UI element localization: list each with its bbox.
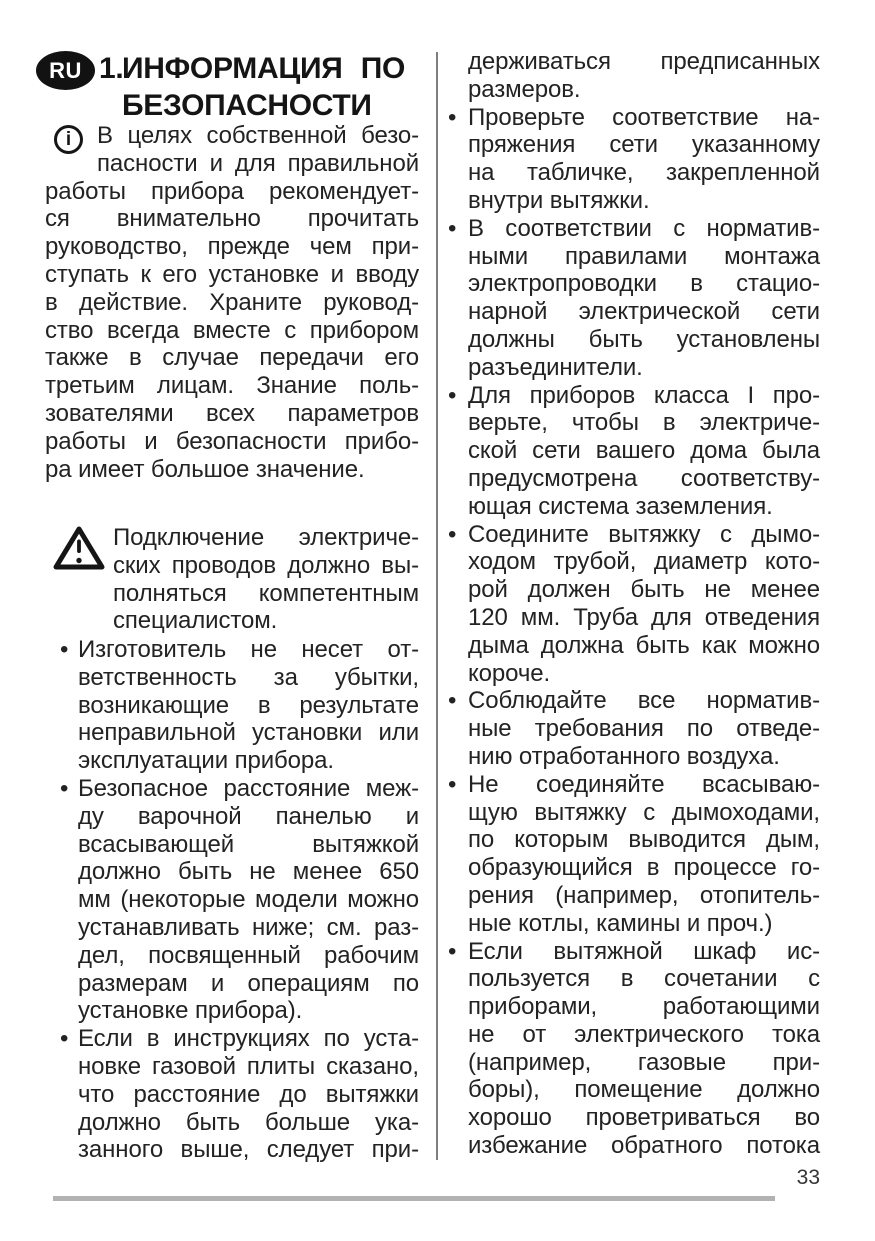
bullet-marker: • [448,214,457,242]
text-line: В целях собственной безо- [97,122,419,149]
warning-icon [53,525,105,571]
text-line: рения (например, отопитель- [468,881,820,909]
text-line: пасности и для правильной [97,149,419,177]
bullet-text [78,775,419,1025]
bullet-marker: • [448,687,457,715]
text-line: должно быть не менее 650 [78,858,419,886]
text-line: рой должен быть не менее [468,576,820,604]
warning-note [45,524,419,635]
bullet-marker: • [60,636,69,663]
bullet-text [78,1025,419,1164]
section-heading [45,50,419,124]
section-title [122,50,405,124]
bullet-text [468,104,820,215]
text-line: ходом трубой, диаметр кото- [468,548,820,576]
page-number: 33 [796,1166,820,1189]
text-line: (например, газовые при- [468,1048,820,1076]
bullet-marker: • [60,774,69,802]
section-title-line: ИНФОРМАЦИЯ ПО [122,52,405,85]
text-line: Изготовитель не несет от- [78,636,419,663]
text-line: Соблюдайте все норматив- [468,687,820,715]
text-line: держиваться предписанных [468,48,820,75]
bullet-item [448,521,820,688]
text-line: что расстояние до вытяжки [78,1080,419,1108]
text-line: работы и безопасности прибо- [45,427,419,455]
bullet-list-right [448,104,820,1160]
bullet-marker: • [448,520,457,548]
text-line: Безопасное расстояние меж- [78,774,419,802]
text-line: ство всегда вместе с прибором [45,316,419,344]
bullet-item [448,938,820,1160]
text-line: не от электрического тока [468,1020,820,1048]
bullet-item [45,775,419,1025]
text-line: мм (некоторые модели можно [78,886,419,914]
bullet-marker: • [448,937,457,965]
text-line: ских проводов должно вы- [113,551,419,579]
text-line: руководство, прежде чем при- [45,233,419,261]
text-line: дыма должна быть как можно [468,631,820,659]
text-line: ные требования по отведе- [468,715,820,743]
text-line: установке прибора). [78,997,303,1025]
text-line: ра имеет большое значение. [45,455,365,483]
text-line: неправильной установки или [78,719,419,747]
info-note-text [45,122,419,483]
text-line: в действие. Храните руковод- [45,288,419,316]
bullet-item [448,771,820,938]
bullet-text [78,636,419,775]
text-line: зователями всех параметров [45,399,419,427]
text-line: полняться компетентным [113,579,419,607]
text-line: короче. [468,659,551,687]
column-divider [436,52,438,1160]
text-line: пользуется в сочетании с [468,965,820,993]
bullet-text [468,771,820,938]
bullet-text [468,382,820,521]
text-line: размерам и операциям по [78,969,419,997]
text-line: электропроводки в стацио- [468,270,820,298]
info-icon-glyph: i [65,129,72,150]
text-line: 120 мм. Труба для отведения [468,603,820,631]
text-line: Не соединяйте всасываю- [468,770,820,798]
bullet-marker: • [60,1025,69,1053]
text-line: должно быть больше ука- [78,1108,419,1136]
text-line: разъединители. [468,353,643,381]
section-title-line: БЕЗОПАСНОСТИ [122,89,372,122]
text-line: Проверьте соответствие на- [468,103,820,131]
text-line: В соответствии с норматив- [468,214,820,242]
text-line: ные котлы, камины и проч.) [468,909,773,937]
text-line: возникающие в результате [78,691,419,719]
text-line: на табличке, закрепленной [468,159,820,187]
text-line: нарной электрической сети [468,298,820,326]
bullet-text [468,938,820,1160]
text-line: ду варочной панелью и [78,802,419,830]
text-line: занного выше, следует при- [78,1136,419,1164]
footer-rule [53,1196,775,1201]
bullet-marker: • [448,103,457,131]
text-line: избежание обратного потока [468,1132,820,1160]
text-line: ющая система заземления. [468,492,773,520]
text-line: внутри вытяжки. [468,186,650,214]
text-line: также в случае передачи его [45,344,419,372]
bullet-item [448,382,820,521]
bullet-marker: • [448,770,457,798]
text-line: приборами, работающими [468,993,820,1021]
info-note [45,122,419,483]
text-line: Если в инструкциях по уста- [78,1025,419,1053]
info-icon [54,125,83,154]
bullet-marker: • [448,381,457,409]
text-line: ветственность за убытки, [78,663,419,691]
continuation-text [448,48,820,104]
text-line: нию отработанного воздуха. [468,742,780,770]
bullet-item [448,687,820,770]
bullet-text [468,521,820,688]
text-line: ными правилами монтажа [468,242,820,270]
text-line: ской сети вашего дома была [468,437,820,465]
text-line: боры), помещение должно [468,1076,820,1104]
text-line: предусмотрена соответству- [468,464,820,492]
text-line: Если вытяжной шкаф ис- [468,937,820,965]
bullet-item [448,104,820,215]
text-line: Соедините вытяжку с дымо- [468,520,820,548]
text-line: специалистом. [113,607,278,635]
text-line: третьим лицам. Знание поль- [45,372,419,400]
text-line: новке газовой плиты сказано, [78,1052,419,1080]
text-line: пряжения сети указанному [468,131,820,159]
section-number: 1. [99,52,124,85]
left-column [45,48,419,1178]
text-line: размеров. [468,75,581,103]
text-line: дел, посвященный рабочим [78,941,419,969]
text-line: щую вытяжку с дымоходами, [468,798,820,826]
bullet-item [45,1025,419,1164]
bullet-text [468,215,820,382]
text-line: хорошо проветриваться во [468,1104,820,1132]
text-line: устанавливать ниже; см. раз- [78,913,419,941]
bullet-list-left [45,636,419,1164]
text-line: всасывающей вытяжкой [78,830,419,858]
text-line: Подключение электриче- [113,524,419,551]
text-line: по которым выводится дым, [468,826,820,854]
bullet-text [468,687,820,770]
text-line: образующийся в процессе го- [468,854,820,882]
language-badge-label: RU [49,57,82,83]
text-line: должны быть установлены [468,325,820,353]
text-line: ся внимательно прочитать [45,205,419,233]
text-line: верьте, чтобы в электриче- [468,409,820,437]
text-line: ступать к его установке и вводу [45,260,419,288]
text-line: эксплуатации прибора. [78,747,334,775]
bullet-item [45,636,419,775]
right-column [448,48,820,1160]
text-line: Для приборов класса I про- [468,381,820,409]
bullet-item [448,215,820,382]
text-line: работы прибора рекомендует- [45,177,419,205]
